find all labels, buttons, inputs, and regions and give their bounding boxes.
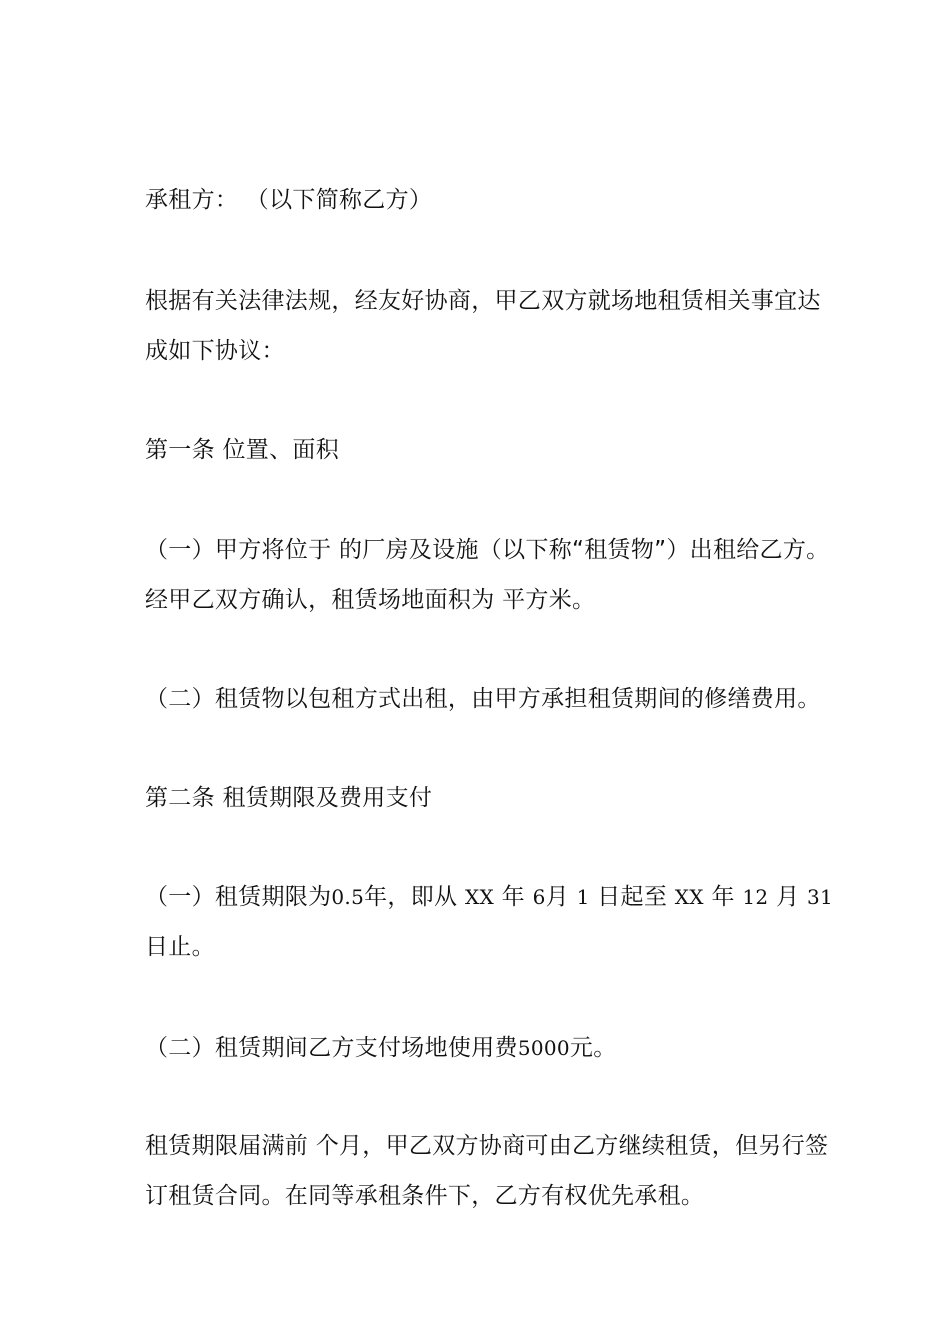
start-year: XX	[464, 885, 495, 909]
renewal-line-1: 租赁期限届满前 个月，甲乙双方协商可由乙方继续租赁，但另行签	[145, 1133, 829, 1159]
term-text-2: 年	[501, 884, 525, 910]
article-1-item-1-line-2: 经甲乙双方确认，租赁场地面积为 平方米。	[145, 587, 596, 613]
start-month: 6	[532, 885, 546, 909]
term-text-3: 月	[545, 884, 569, 910]
preamble-line-2: 成如下协议：	[145, 338, 285, 364]
lessee-line: 承租方： （以下简称乙方）	[145, 187, 433, 213]
term-text-5: 年	[711, 884, 735, 910]
preamble-line-1: 根据有关法律法规，经友好协商，甲乙双方就场地租赁相关事宜达	[145, 288, 821, 314]
term-years: 0.5	[331, 885, 365, 909]
term-text-6: 月	[776, 884, 800, 910]
term-text-1: 年，即从	[364, 884, 458, 910]
renewal-line-2: 订租赁合同。在同等承租条件下，乙方有权优先承租。	[145, 1183, 705, 1209]
start-day: 1	[576, 885, 590, 909]
end-month: 12	[742, 885, 769, 909]
end-day: 31	[807, 885, 834, 909]
article-2-heading: 第二条 租赁期限及费用支付	[145, 785, 433, 811]
article-1-item-2: （二）租赁物以包租方式出租，由甲方承担租赁期间的修缮费用。	[145, 686, 821, 712]
article-1-item-1-line-1: （一）甲方将位于 的厂房及设施（以下称“租赁物”）出租给乙方。	[145, 537, 830, 563]
article-2-item-1-line-2: 日止。	[145, 934, 215, 960]
article-1-heading: 第一条 位置、面积	[145, 437, 340, 463]
article-2-item-2	[145, 1033, 617, 1063]
fee-amount: 5000	[517, 1036, 570, 1060]
term-text-4: 日起至	[597, 884, 668, 910]
article-2-item-1-line-1	[145, 882, 833, 912]
term-prefix: （一）租赁期限为	[145, 884, 332, 910]
end-year: XX	[674, 885, 704, 909]
fee-suffix: 元。	[569, 1035, 617, 1061]
fee-prefix: （二）租赁期间乙方支付场地使用费	[145, 1035, 518, 1061]
